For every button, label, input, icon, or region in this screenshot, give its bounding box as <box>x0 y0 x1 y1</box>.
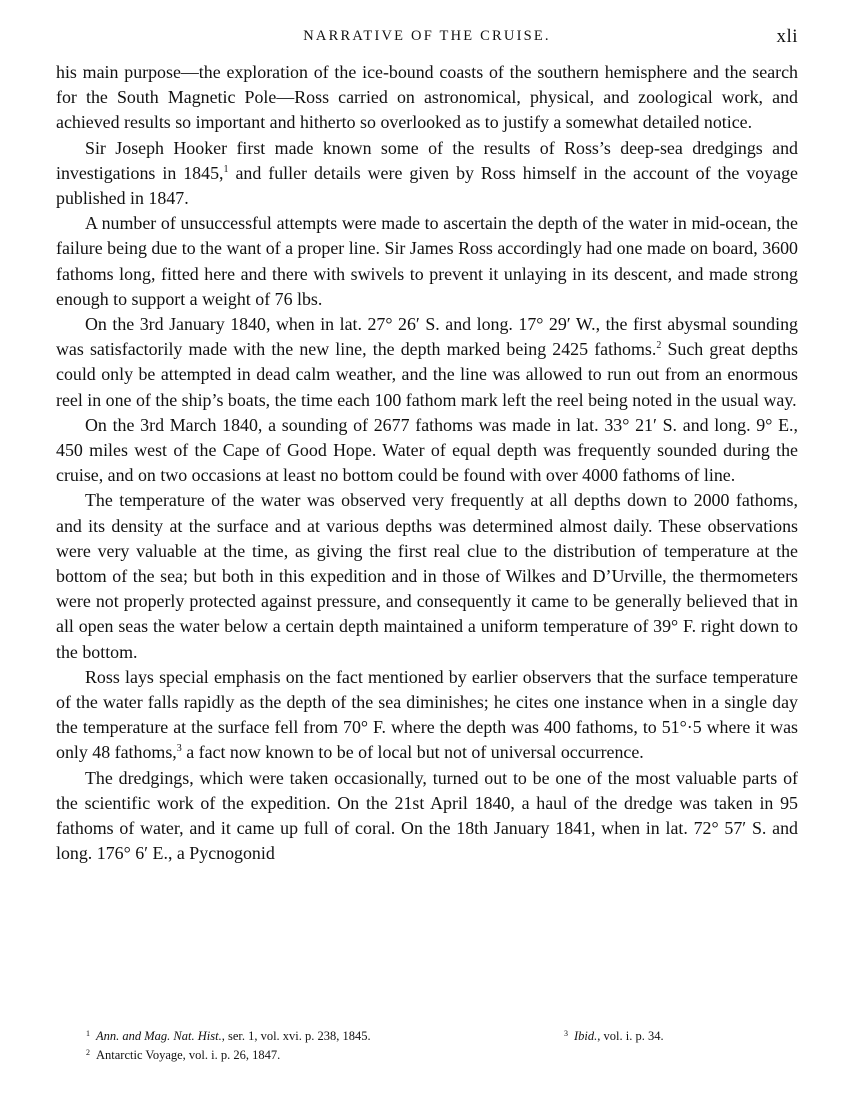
footnotes <box>86 1024 798 1062</box>
page-number: xli <box>776 26 798 47</box>
running-head <box>56 28 798 52</box>
paragraph-5: On the 3rd March 1840, a sounding of 2677 fathoms was made in lat. 33° 21′ S. and long. 9° E., 450 miles west of the Cape of Good Hope. Water of equal depth was frequently sounded during the cruise, and on two occasions at least no bottom could be found with over 4000 fathoms of line. <box>56 414 798 486</box>
paragraph-3: A number of unsuccessful attempts were made to ascertain the depth of the water in mid-ocean, the failure being due to the want of a proper line. Sir James Ross accordingly had one made on board, 3600 fathoms long, fitted here and there with swivels to prevent it unlaying in its descent, and made strong enough to support a weight of 76 lbs. <box>56 213 798 309</box>
footnote-ref-1: 1 <box>223 163 229 175</box>
footnote-ref-3: 3 <box>176 743 182 755</box>
paragraph-6: The temperature of the water was observed very frequently at all depths down to 2000 fathoms, and its density at the surface and at various depths was determined almost daily. These observations were very valuable at the time, as giving the first real clue to the distribution of temperature at the bottom of the sea; but both in this expedition and in those of Wilkes and D’Urville, the thermometers were not properly protected against pressure, and consequently it came to be generally believed that in all open seas the water below a certain depth maintained a uniform temperature of 39° F. right down to the bottom. <box>56 490 798 662</box>
paragraph-8: The dredgings, which were taken occasionally, turned out to be one of the most valuable parts of the scientific work of the expedition. On the 21st April 1840, a haul of the dredge was taken in 95 fathoms of water, and it came up full of coral. On the 18th January 1841, when in lat. 72° 57′ S. and long. 176° 6′ E., a Pycnogonid <box>56 767 798 864</box>
footnote-1: $^1$ Ann. and Mag. Nat. Hist., ser. 1, vol. xvi. p. 238, 1845. <box>86 1029 371 1043</box>
paragraph-4: On the 3rd January 1840, when in lat. 27° 26′ S. and long. 17° 29′ W., the first abysmal sounding was satisfactorily made with the new line, the depth marked being 2425 fathoms.$^2$ Such great depths could only be attempted in dead calm weather, and the line was allowed to run out from an enormous reel in one of the ship’s boats, the time each 100 fathom mark left the reel being noted in the usual way. <box>56 314 798 410</box>
running-title: NARRATIVE OF THE CRUISE. <box>303 28 551 44</box>
footnote-ref-2: 2 <box>656 340 662 352</box>
footnote-3: $^3$ Ibid., vol. i. p. 34. <box>564 1029 664 1043</box>
paragraph-7: Ross lays special emphasis on the fact mentioned by earlier observers that the surface temperature of the water falls rapidly as the depth of the sea diminishes; he cites one instance when in a single day the temperature at the surface fell from 70° F. where the depth was 400 fathoms, to 51°·5 where it was only 48 fathoms,$^3$ a fact now known to be of local but not of universal occurrence. <box>56 666 798 763</box>
footnote-2: $^2$ Antarctic Voyage, vol. i. p. 26, 1847. <box>86 1048 281 1062</box>
paragraph-1: his main purpose—the exploration of the ice-bound coasts of the southern hemisphere and the search for the South Magnetic Pole—Ross carried on astronomical, physical, and zoological work, and achieved results so important and hitherto so overlooked as to justify a somewhat detailed notice. <box>56 62 798 133</box>
body-text <box>56 60 798 867</box>
paragraph-2: Sir Joseph Hooker first made known some of the results of Ross’s deep-sea dredgings and investigations in 1845,$^1$ and fuller details were given by Ross himself in the account of the voyage published in 1847. <box>56 137 798 209</box>
